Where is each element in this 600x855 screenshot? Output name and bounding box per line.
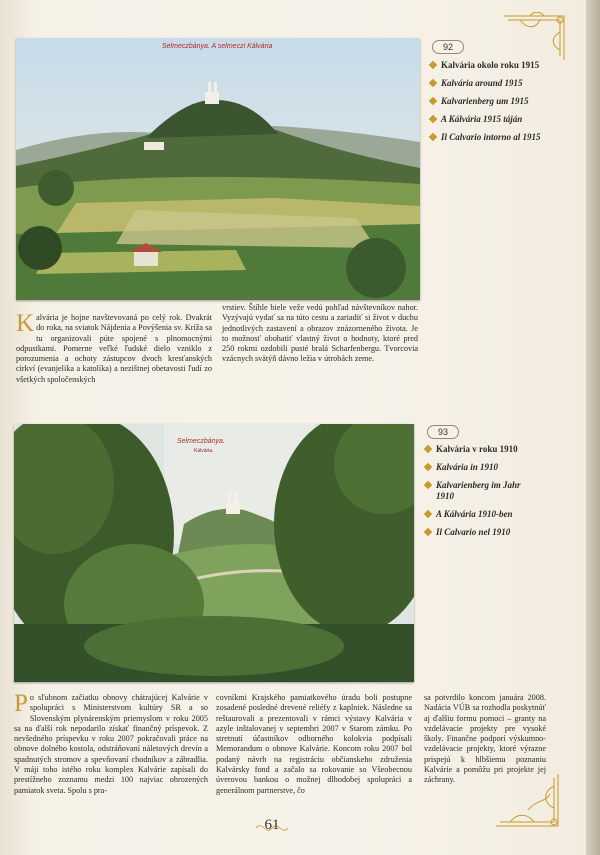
drop-cap: K bbox=[16, 310, 35, 337]
caption-slovak: Kalvária okolo roku 1915 bbox=[430, 60, 560, 71]
postcard-illustration bbox=[16, 38, 420, 300]
corner-ornament-top-icon bbox=[500, 12, 568, 64]
postcard-calvary-1910 bbox=[14, 424, 414, 682]
caption-italian: Il Calvario nel 1910 bbox=[425, 527, 555, 538]
diamond-bullet-icon bbox=[429, 79, 437, 87]
body-text-column: Kalvária je hojne navštevovaná po celý rok. Dvakrát do roka, na sviatok Nájdenia a Povýšenia sv. Kríža sa tu organizovali púte spojené s plnomocnými odpustkami. Pomerne veľké ľudské dielo vzniklo z porozumenia a ochoty zástupcov dvoch kresťanských cirkví (evanjelika a katolíka) a nezištnej obetavosti ľudí zo všetkých spoločenských bbox=[16, 310, 212, 384]
body-text-column: vrstiev. Štíhle biele veže vedú pohľad návštevníkov nahor. Vyzývajú vydať sa na túto cestu a zariadiť si život v duchu jednotlivých zastavení a obrazov znázorneného života. Je to možnosť obohatiť vlastný život o hodnoty, ktoré pred 250 rokmi ozdobili pusté bralá Scharfenbergu. Tvorcovia vzácnych svätýň dávno ležia v útrobách zeme. bbox=[222, 303, 418, 364]
postcard-illustration bbox=[14, 424, 414, 682]
postcard-title: Selmeczbánya. bbox=[177, 438, 225, 445]
caption-english: Kalvária around 1915 bbox=[430, 78, 560, 89]
postcard-subtitle: Kálvária. bbox=[194, 448, 214, 454]
drop-cap: P bbox=[14, 690, 28, 717]
page-binding-edge bbox=[586, 0, 600, 855]
figure-caption-list bbox=[425, 444, 555, 545]
caption-german: Kalvarienberg um 1915 bbox=[430, 96, 560, 107]
diamond-bullet-icon bbox=[429, 61, 437, 69]
diamond-bullet-icon bbox=[424, 445, 432, 453]
diamond-bullet-icon bbox=[429, 115, 437, 123]
postcard-title: Selmeczbánya. A selmeczi Kálvária bbox=[162, 43, 273, 50]
body-text-column: sa potvrdilo koncom januára 2008. Nadácia VÚB sa rozhodla poskytnúť aj ďalšiu formu pomoci – granty na vzdelávacie projekty pre vysoké školy. Finančne podporí výskumno-vzdelávacie projekty, ktoré výrazne prispejú k hlbšiemu poznaniu Kalvárie a pomôžu pri projekte jej záchrany. bbox=[424, 693, 546, 785]
diamond-bullet-icon bbox=[424, 510, 432, 518]
caption-german: Kalvarienberg im Jahr 1910 bbox=[425, 480, 526, 502]
diamond-bullet-icon bbox=[429, 97, 437, 105]
diamond-bullet-icon bbox=[424, 528, 432, 536]
diamond-bullet-icon bbox=[429, 133, 437, 141]
body-text-column: covníkmi Krajského pamiatkového úradu boli postupne zosadené posledné drevené reliéfy z kaplniek. Následne sa reštaurovali a prezentovali v rámci výstavy Kalvária v azyle inštalovanej v septembri 2007 v Starom zámku. Po stretnutí účastníkov odborného kolokvia podpísali Memorandum o obnove Kalvárie. Koncom roku 2007 bol podaný návrh na registráciu občianskeho združenia Kalvársky fond a začalo sa rokovanie so Všeobecnou úverovou bankou o možnej dlhodobej spolupráci a generálnom partnerstve, čo bbox=[216, 693, 412, 795]
figure-caption-list bbox=[430, 60, 560, 150]
diamond-bullet-icon bbox=[424, 463, 432, 471]
caption-italian: Il Calvario intorno al 1915 bbox=[430, 132, 560, 143]
body-text-column: Po sľubnom začiatku obnovy chátrajúcej Kalvárie v spolupráci s Ministerstvom kultúry SR a so Slovenským plynárenským priemyslom v roku 2005 sa na ďalší rok nepodarilo získať finančný príspevok. Z nevšedného príspevku v roku 2007 pokračovali práce na obnove dolného kostola, odstráňovaní náletových drevín a spadnutých stromov a spevňovaní chodníkov a zábradlia. V máji toho istého roku komplex Kalvárie zapísali do prestížneho zoznamu medzi 100 najviac ohrozených pamiatok sveta. Spolu s pra- bbox=[14, 690, 208, 795]
postcard-calvary-1915 bbox=[16, 38, 420, 300]
diamond-bullet-icon bbox=[424, 481, 432, 489]
figure-number-badge: 93 bbox=[427, 425, 459, 439]
caption-hungarian: A Kálvária 1915 táján bbox=[430, 114, 560, 125]
caption-english: Kalvária in 1910 bbox=[425, 462, 555, 473]
page-number: 61 bbox=[264, 817, 280, 833]
figure-number-badge: 92 bbox=[432, 40, 464, 54]
caption-hungarian: A Kálvária 1910-ben bbox=[425, 509, 555, 520]
caption-slovak: Kalvária v roku 1910 bbox=[425, 444, 555, 455]
